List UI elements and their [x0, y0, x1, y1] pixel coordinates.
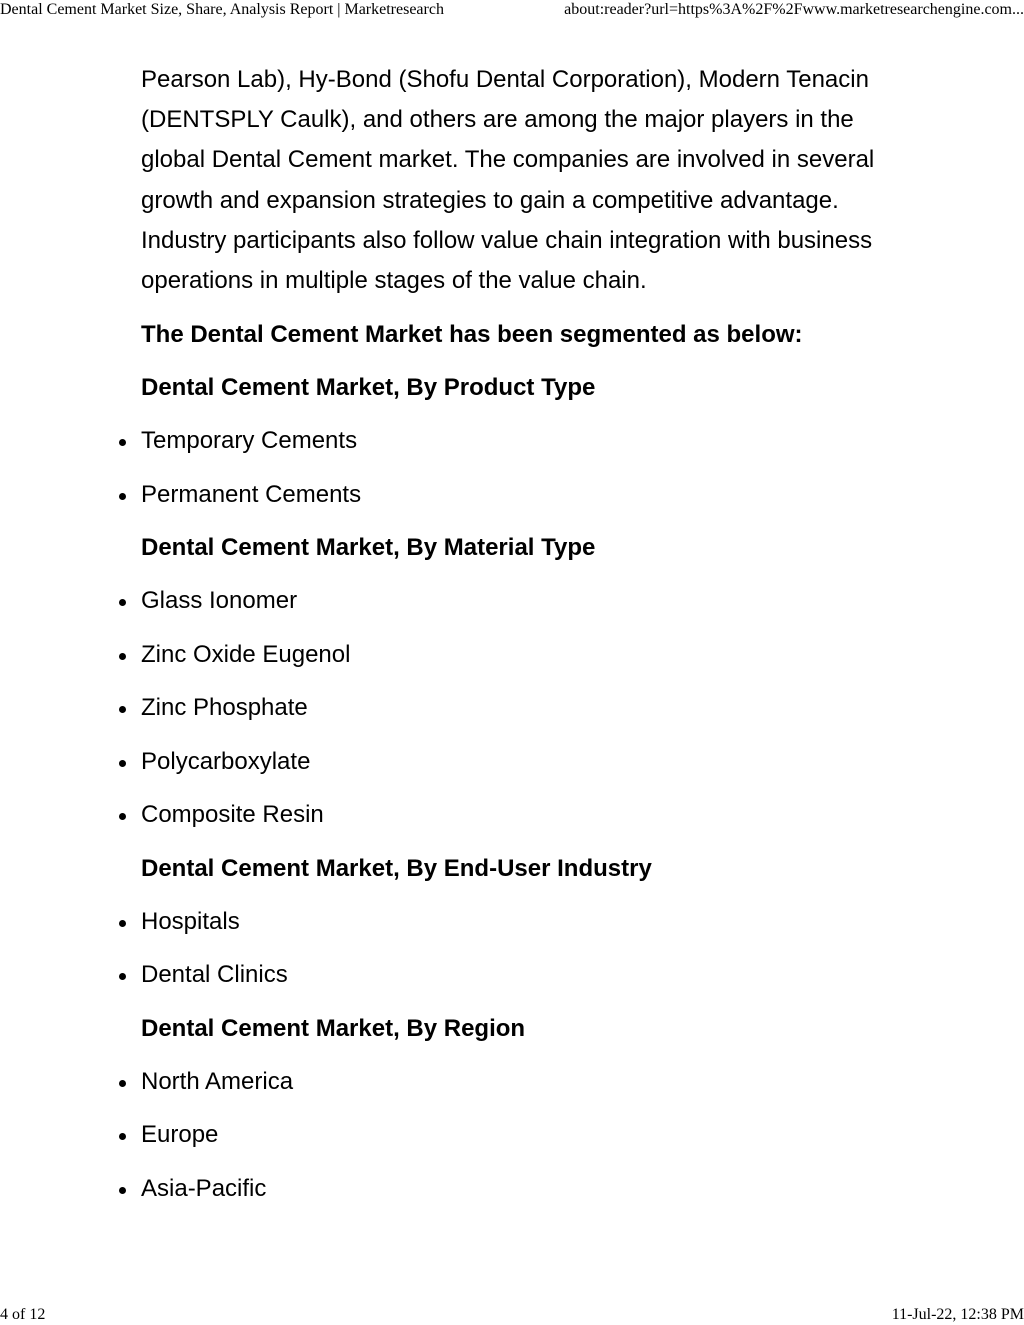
section-heading-end-user: Dental Cement Market, By End-User Industry	[141, 854, 652, 882]
product-type-list	[141, 426, 886, 510]
end-user-list	[141, 907, 886, 991]
list-item: Hospitals	[141, 907, 886, 937]
list-item: North America	[141, 1067, 886, 1097]
list-item: Permanent Cements	[141, 480, 886, 510]
print-header	[0, 0, 1024, 22]
list-item: Zinc Phosphate	[141, 693, 886, 723]
print-footer	[0, 1305, 1024, 1325]
list-item: Dental Clinics	[141, 960, 886, 990]
list-item: Temporary Cements	[141, 426, 886, 456]
list-item: Composite Resin	[141, 800, 886, 830]
section-heading-region: Dental Cement Market, By Region	[141, 1014, 526, 1042]
page-title: Dental Cement Market Size, Share, Analysis Report | Marketresearch	[0, 1, 444, 18]
print-timestamp: 11-Jul-22, 12:38 PM	[891, 1306, 1024, 1323]
segmentation-heading: The Dental Cement Market has been segmented as below:	[141, 321, 803, 349]
region-list	[141, 1067, 886, 1204]
list-item: Asia-Pacific	[141, 1174, 886, 1204]
section-heading-product-type: Dental Cement Market, By Product Type	[141, 374, 596, 402]
list-item: Glass Ionomer	[141, 586, 886, 616]
list-item: Polycarboxylate	[141, 747, 886, 777]
list-item: Europe	[141, 1120, 886, 1150]
intro-paragraph: Pearson Lab), Hy-Bond (Shofu Dental Corporation), Modern Tenacin (DENTSPLY Caulk), and others are among the major players in the global Dental Cement market. The companies are involved in several growth and expansion strategies to gain a competitive advantage. Industry participants also follow value chain integration with business operations in multiple stages of the value chain.	[141, 66, 875, 295]
section-heading-material-type: Dental Cement Market, By Material Type	[141, 534, 596, 562]
list-item: Zinc Oxide Eugenol	[141, 640, 886, 670]
page-url: about:reader?url=https%3A%2F%2Fwww.marketresearchengine.com...	[564, 1, 1024, 18]
page-number: 4 of 12	[0, 1306, 46, 1323]
article-body	[141, 60, 886, 1227]
material-type-list	[141, 586, 886, 830]
